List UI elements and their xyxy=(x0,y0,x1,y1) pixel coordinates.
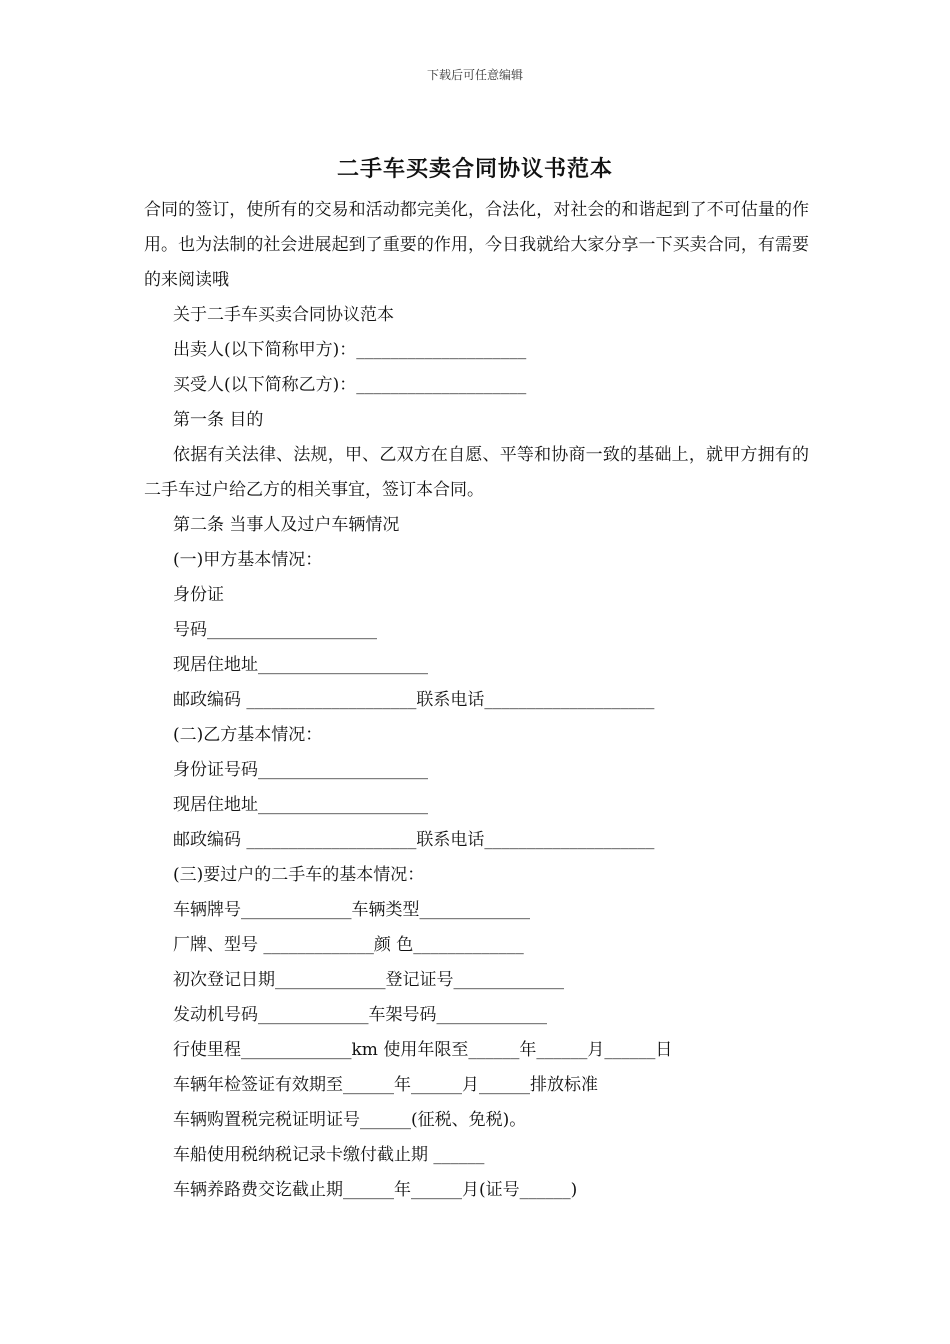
vehicle-inspection: 车辆年检签证有效期至______年______月______排放标准 xyxy=(173,1075,598,1095)
vehicle-heading: (三)要过户的二手车的基本情况： xyxy=(173,865,425,885)
party-a-heading: (一)甲方基本情况： xyxy=(173,550,323,570)
article-1-heading: 第一条 目的 xyxy=(173,410,264,430)
party-a-address: 现居住地址____________________ xyxy=(173,655,428,675)
party-a-id-label: 身份证 xyxy=(173,585,224,605)
party-b-id-number: 身份证号码____________________ xyxy=(173,760,428,780)
document-title: 二手车买卖合同协议书范本 xyxy=(336,156,613,182)
vehicle-engine-frame: 发动机号码_____________车架号码_____________ xyxy=(173,1005,547,1025)
document-body xyxy=(144,193,809,1208)
buyer-field: 买受人(以下简称乙方)：____________________ xyxy=(173,375,527,395)
vehicle-road-fee: 车辆养路费交讫截止期______年______月(证号______) xyxy=(173,1180,578,1200)
page-header-note: 下载后可任意编辑 xyxy=(426,68,523,82)
party-a-postcode-phone: 邮政编码 ____________________联系电话____________________ xyxy=(173,690,655,710)
party-b-address: 现居住地址____________________ xyxy=(173,795,428,815)
intro-paragraph: 合同的签订，使所有的交易和活动都完美化，合法化，对社会的和谐起到了不可估量的作用。也为法制的社会进展起到了重要的作用，今日我就给大家分享一下买卖合同，有需要的来阅读哦 xyxy=(144,200,809,290)
seller-field: 出卖人(以下简称甲方)：____________________ xyxy=(173,340,527,360)
vehicle-vessel-tax: 车船使用税纳税记录卡缴付截止期 ______ xyxy=(173,1145,485,1165)
article-2-heading: 第二条 当事人及过户车辆情况 xyxy=(173,515,400,535)
party-b-heading: (二)乙方基本情况： xyxy=(173,725,323,745)
vehicle-brand-color: 厂牌、型号 _____________颜 色_____________ xyxy=(173,935,524,955)
article-1-text: 依据有关法律、法规，甲、乙双方在自愿、平等和协商一致的基础上，就甲方拥有的二手车过户给乙方的相关事宜，签订本合同。 xyxy=(144,445,809,500)
vehicle-mileage: 行使里程_____________km 使用年限至______年______月______日 xyxy=(173,1040,673,1060)
vehicle-registration: 初次登记日期_____________登记证号_____________ xyxy=(173,970,564,990)
section-heading: 关于二手车买卖合同协议范本 xyxy=(173,305,394,325)
vehicle-purchase-tax: 车辆购置税完税证明证号______(征税、免税)。 xyxy=(173,1110,527,1130)
party-b-postcode-phone: 邮政编码 ____________________联系电话____________________ xyxy=(173,830,655,850)
vehicle-plate-type: 车辆牌号_____________车辆类型_____________ xyxy=(173,900,530,920)
party-a-id-number: 号码____________________ xyxy=(173,620,377,640)
